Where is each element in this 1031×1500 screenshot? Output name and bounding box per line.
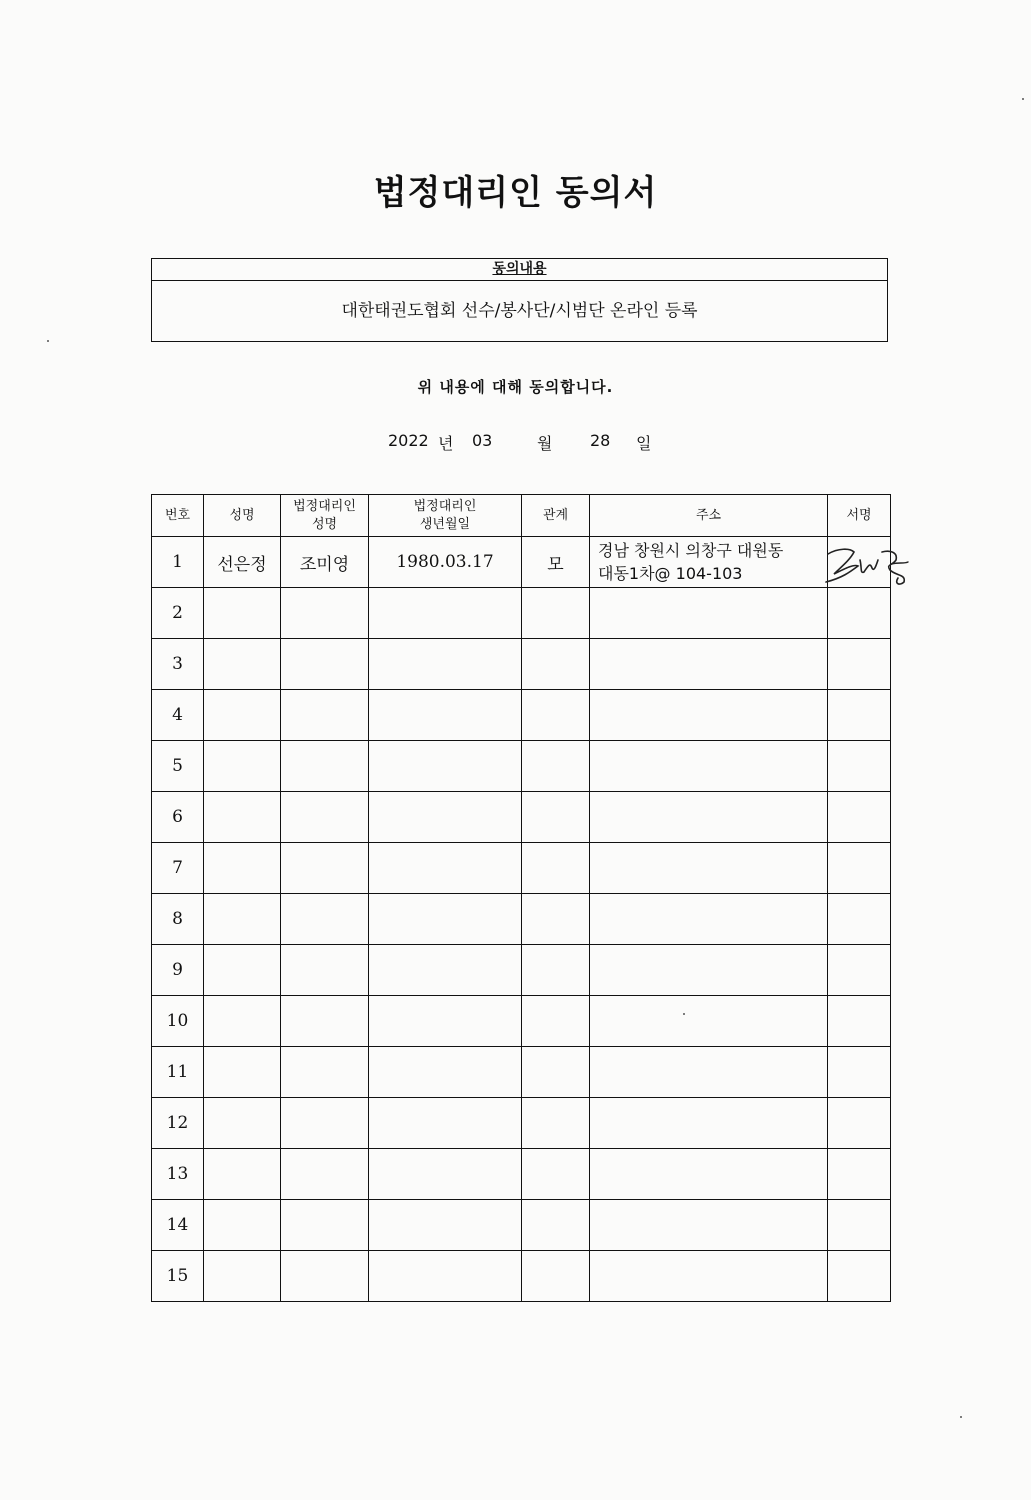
row-no: 4 bbox=[152, 690, 204, 741]
row-name: 선은정 bbox=[204, 537, 281, 588]
row-guardian-birth bbox=[369, 588, 522, 639]
date-year: 2022 bbox=[388, 431, 429, 450]
header-guardian-name-line2: 성명 bbox=[311, 516, 338, 532]
table-row bbox=[152, 741, 891, 792]
row-relation bbox=[522, 741, 590, 792]
header-no: 번호 bbox=[152, 495, 204, 537]
row-no: 6 bbox=[152, 792, 204, 843]
date-month: 03 bbox=[472, 431, 493, 450]
row-no: 9 bbox=[152, 945, 204, 996]
row-guardian-birth bbox=[369, 996, 522, 1047]
row-relation bbox=[522, 894, 590, 945]
row-relation bbox=[522, 1098, 590, 1149]
row-address bbox=[590, 588, 828, 639]
row-guardian-name bbox=[281, 843, 369, 894]
header-guardian-name bbox=[281, 495, 369, 537]
row-guardian-birth bbox=[369, 1251, 522, 1302]
row-guardian-birth bbox=[369, 894, 522, 945]
row-relation bbox=[522, 690, 590, 741]
row-address bbox=[590, 1200, 828, 1251]
row-guardian-birth bbox=[369, 1098, 522, 1149]
row-signature bbox=[828, 1200, 891, 1251]
row-relation bbox=[522, 639, 590, 690]
row-guardian-birth bbox=[369, 1200, 522, 1251]
row-signature bbox=[828, 1047, 891, 1098]
row-signature bbox=[828, 792, 891, 843]
row-name bbox=[204, 1098, 281, 1149]
row-guardian-name: 조미영 bbox=[281, 537, 369, 588]
consent-date bbox=[0, 431, 1031, 455]
header-guardian-birth bbox=[369, 495, 522, 537]
row-name bbox=[204, 741, 281, 792]
row-guardian-name bbox=[281, 1251, 369, 1302]
row-guardian-name bbox=[281, 741, 369, 792]
row-address bbox=[590, 843, 828, 894]
row-guardian-birth bbox=[369, 1047, 522, 1098]
row-guardian-birth: 1980.03.17 bbox=[369, 537, 522, 588]
row-guardian-name bbox=[281, 639, 369, 690]
header-guardian-name-line1: 법정대리인 bbox=[293, 498, 356, 514]
date-day-unit: 일 bbox=[636, 434, 652, 453]
signature-strokes bbox=[820, 542, 920, 588]
row-address bbox=[590, 1251, 828, 1302]
row-no: 15 bbox=[152, 1251, 204, 1302]
row-name bbox=[204, 996, 281, 1047]
document-title: 법정대리인 동의서 bbox=[373, 173, 658, 213]
header-relation: 관계 bbox=[522, 495, 590, 537]
row-guardian-name bbox=[281, 792, 369, 843]
guardian-table bbox=[151, 494, 891, 1302]
row-no: 10 bbox=[152, 996, 204, 1047]
row-address bbox=[590, 690, 828, 741]
row-address bbox=[590, 945, 828, 996]
row-name bbox=[204, 1200, 281, 1251]
row-name bbox=[204, 1047, 281, 1098]
table-row bbox=[152, 1047, 891, 1098]
row-no: 5 bbox=[152, 741, 204, 792]
row-relation bbox=[522, 1047, 590, 1098]
consent-content-body: 대한태권도협회 선수/봉사단/시범단 온라인 등록 bbox=[341, 301, 698, 321]
row-name bbox=[204, 945, 281, 996]
row-no: 7 bbox=[152, 843, 204, 894]
row-name bbox=[204, 1149, 281, 1200]
row-relation bbox=[522, 996, 590, 1047]
row-address bbox=[590, 1047, 828, 1098]
row-address bbox=[590, 894, 828, 945]
header-guardian-birth-line2: 생년월일 bbox=[419, 516, 471, 532]
row-no: 11 bbox=[152, 1047, 204, 1098]
row-address bbox=[590, 792, 828, 843]
header-address: 주소 bbox=[590, 495, 828, 537]
row-address bbox=[590, 741, 828, 792]
scan-speck bbox=[47, 340, 49, 342]
table-row bbox=[152, 894, 891, 945]
row-guardian-name bbox=[281, 588, 369, 639]
row-guardian-birth bbox=[369, 741, 522, 792]
row-no: 2 bbox=[152, 588, 204, 639]
row-name bbox=[204, 894, 281, 945]
row-guardian-name bbox=[281, 1098, 369, 1149]
date-month-unit: 월 bbox=[537, 434, 553, 453]
row-guardian-birth bbox=[369, 639, 522, 690]
consent-content-header bbox=[152, 259, 887, 281]
row-guardian-name bbox=[281, 1149, 369, 1200]
row-name bbox=[204, 843, 281, 894]
row-signature bbox=[828, 690, 891, 741]
row-guardian-birth bbox=[369, 945, 522, 996]
row-guardian-name bbox=[281, 996, 369, 1047]
table-row bbox=[152, 1251, 891, 1302]
row-relation bbox=[522, 792, 590, 843]
table-row bbox=[152, 843, 891, 894]
table-row bbox=[152, 639, 891, 690]
row-guardian-name bbox=[281, 945, 369, 996]
row-guardian-birth bbox=[369, 1149, 522, 1200]
table-header-row bbox=[152, 495, 891, 537]
row-signature bbox=[828, 741, 891, 792]
table-row bbox=[152, 690, 891, 741]
table-row bbox=[152, 945, 891, 996]
row-guardian-birth bbox=[369, 792, 522, 843]
row-guardian-name bbox=[281, 1200, 369, 1251]
row-signature bbox=[828, 843, 891, 894]
header-signature: 서명 bbox=[828, 495, 891, 537]
row-address bbox=[590, 996, 828, 1047]
row-address bbox=[590, 537, 828, 588]
table-row bbox=[152, 537, 891, 588]
row-address bbox=[590, 1098, 828, 1149]
row-relation bbox=[522, 1200, 590, 1251]
table-row bbox=[152, 792, 891, 843]
row-no: 1 bbox=[152, 537, 204, 588]
row-signature bbox=[828, 945, 891, 996]
row-relation bbox=[522, 588, 590, 639]
row-guardian-birth bbox=[369, 843, 522, 894]
date-year-unit: 년 bbox=[438, 434, 454, 453]
row-guardian-name bbox=[281, 1047, 369, 1098]
header-guardian-birth-line1: 법정대리인 bbox=[413, 498, 477, 514]
row-guardian-birth bbox=[369, 690, 522, 741]
row-address-line2: 대동1차@ 104-103 bbox=[598, 564, 743, 583]
row-name bbox=[204, 639, 281, 690]
consent-content-header-label: 동의내용 bbox=[492, 261, 547, 277]
agreement-statement: 위 내용에 대해 동의합니다. bbox=[417, 378, 614, 396]
row-no: 8 bbox=[152, 894, 204, 945]
row-signature bbox=[828, 1098, 891, 1149]
row-signature bbox=[828, 639, 891, 690]
row-relation bbox=[522, 1251, 590, 1302]
row-relation bbox=[522, 945, 590, 996]
row-name bbox=[204, 1251, 281, 1302]
handwritten-signature bbox=[820, 542, 920, 588]
row-name bbox=[204, 690, 281, 741]
row-relation: 모 bbox=[522, 537, 590, 588]
scan-speck bbox=[1022, 98, 1024, 100]
row-relation bbox=[522, 1149, 590, 1200]
row-address bbox=[590, 1149, 828, 1200]
row-name bbox=[204, 588, 281, 639]
consent-content-box bbox=[151, 258, 888, 342]
date-day: 28 bbox=[590, 431, 611, 450]
table-row bbox=[152, 1149, 891, 1200]
scan-speck bbox=[683, 1013, 685, 1015]
row-address bbox=[590, 639, 828, 690]
row-no: 12 bbox=[152, 1098, 204, 1149]
table-row bbox=[152, 1200, 891, 1251]
row-guardian-name bbox=[281, 894, 369, 945]
row-signature bbox=[828, 588, 891, 639]
row-no: 14 bbox=[152, 1200, 204, 1251]
row-guardian-name bbox=[281, 690, 369, 741]
row-name bbox=[204, 792, 281, 843]
table-row bbox=[152, 588, 891, 639]
row-no: 3 bbox=[152, 639, 204, 690]
row-relation bbox=[522, 843, 590, 894]
row-signature bbox=[828, 894, 891, 945]
row-address-line1: 경남 창원시 의창구 대원동 bbox=[598, 541, 784, 560]
row-signature bbox=[828, 1251, 891, 1302]
row-no: 13 bbox=[152, 1149, 204, 1200]
scan-speck bbox=[960, 1416, 962, 1418]
table-row bbox=[152, 996, 891, 1047]
header-name: 성명 bbox=[204, 495, 281, 537]
table-row bbox=[152, 1098, 891, 1149]
row-signature bbox=[828, 996, 891, 1047]
row-signature bbox=[828, 1149, 891, 1200]
